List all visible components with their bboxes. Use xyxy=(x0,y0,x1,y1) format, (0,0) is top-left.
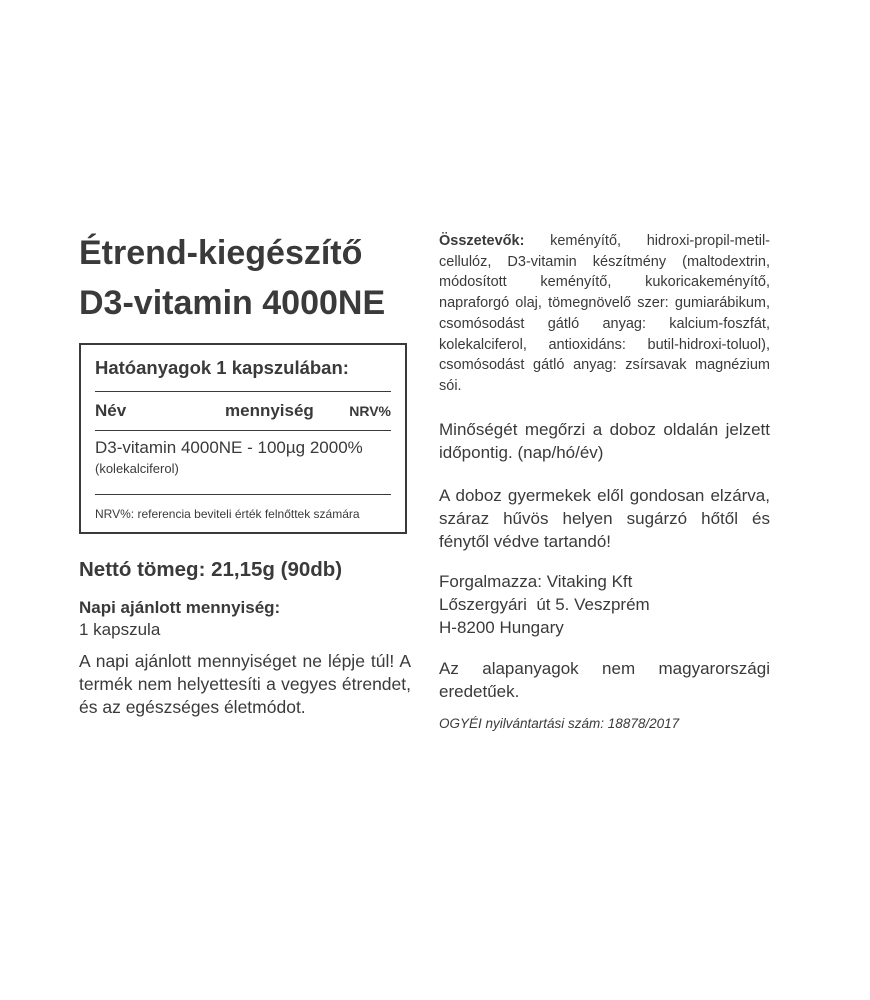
distributor-line-1: Forgalmazza: Vitaking Kft xyxy=(439,571,633,591)
storage-note: Minőségét megőrzi a doboz oldalán jelzett időpontig. (nap/hó/év) xyxy=(439,419,770,462)
right-column xyxy=(439,231,770,734)
product-title xyxy=(79,228,411,328)
column-amount-header: mennyiség xyxy=(225,401,314,420)
ingredient-subname: (kolekalciferol) xyxy=(95,461,179,476)
net-weight: Nettó tömeg: 21,15g (90db) xyxy=(79,558,343,581)
left-column xyxy=(79,228,411,737)
column-nrv-header: NRV% xyxy=(349,403,391,419)
box-heading: Hatóanyagok 1 kapszulában: xyxy=(95,345,391,392)
ingredient-row xyxy=(95,431,391,495)
distributor-line-2: Lőszergyári út 5. Veszprém xyxy=(439,594,650,614)
ingredients-text: keményítő, hidroxi-propil-metil-cellulóz, D3-vitamin készítmény (maltodextrin, módosított keményítő, kukoricakeményítő, napraforgó olaj, tömegnövelő szer: gumiarábikum, csomósodást gátló anyag: kalcium-foszfát, kolekalciferol, antioxidáns: butil-hidroxi-toluol), csomósodást gátló anyag: zsírsavak magnézium sói. xyxy=(439,233,770,394)
ingredients-label: Összetevők: xyxy=(439,233,525,249)
daily-dose-label: Napi ajánlott mennyiség: xyxy=(79,598,281,617)
distributor-line-3: H-8200 Hungary xyxy=(439,617,564,637)
title-line-1: Étrend-kiegészítő xyxy=(79,234,363,272)
column-name-header: Név xyxy=(95,401,127,420)
ingredient-line: D3-vitamin 4000NE - 100µg 2000% xyxy=(95,438,363,457)
nrv-footnote: NRV%: referencia beviteli érték felnőttek számára xyxy=(95,507,360,521)
daily-dose-value: 1 kapszula xyxy=(79,620,161,639)
registration-number: OGYÉI nyilvántartási szám: 18878/2017 xyxy=(439,715,680,731)
title-line-2: D3-vitamin 4000NE xyxy=(79,284,386,322)
active-ingredients-box xyxy=(79,343,407,534)
ingredients-paragraph xyxy=(439,231,770,397)
dosage-warning: A napi ajánlott mennyiséget ne lépje túl! A termék nem helyettesíti a vegyes étrendet, és az egészséges életmódot. xyxy=(79,651,411,717)
box-column-headers xyxy=(95,392,391,431)
keep-away-note: A doboz gyermekek elől gondosan elzárva, száraz hűvös helyen sugárzó hőtől és fénytől védve tartandó! xyxy=(439,485,770,551)
origin-note: Az alapanyagok nem magyarországi eredetűek. xyxy=(439,658,770,701)
distributor-info xyxy=(439,570,770,639)
